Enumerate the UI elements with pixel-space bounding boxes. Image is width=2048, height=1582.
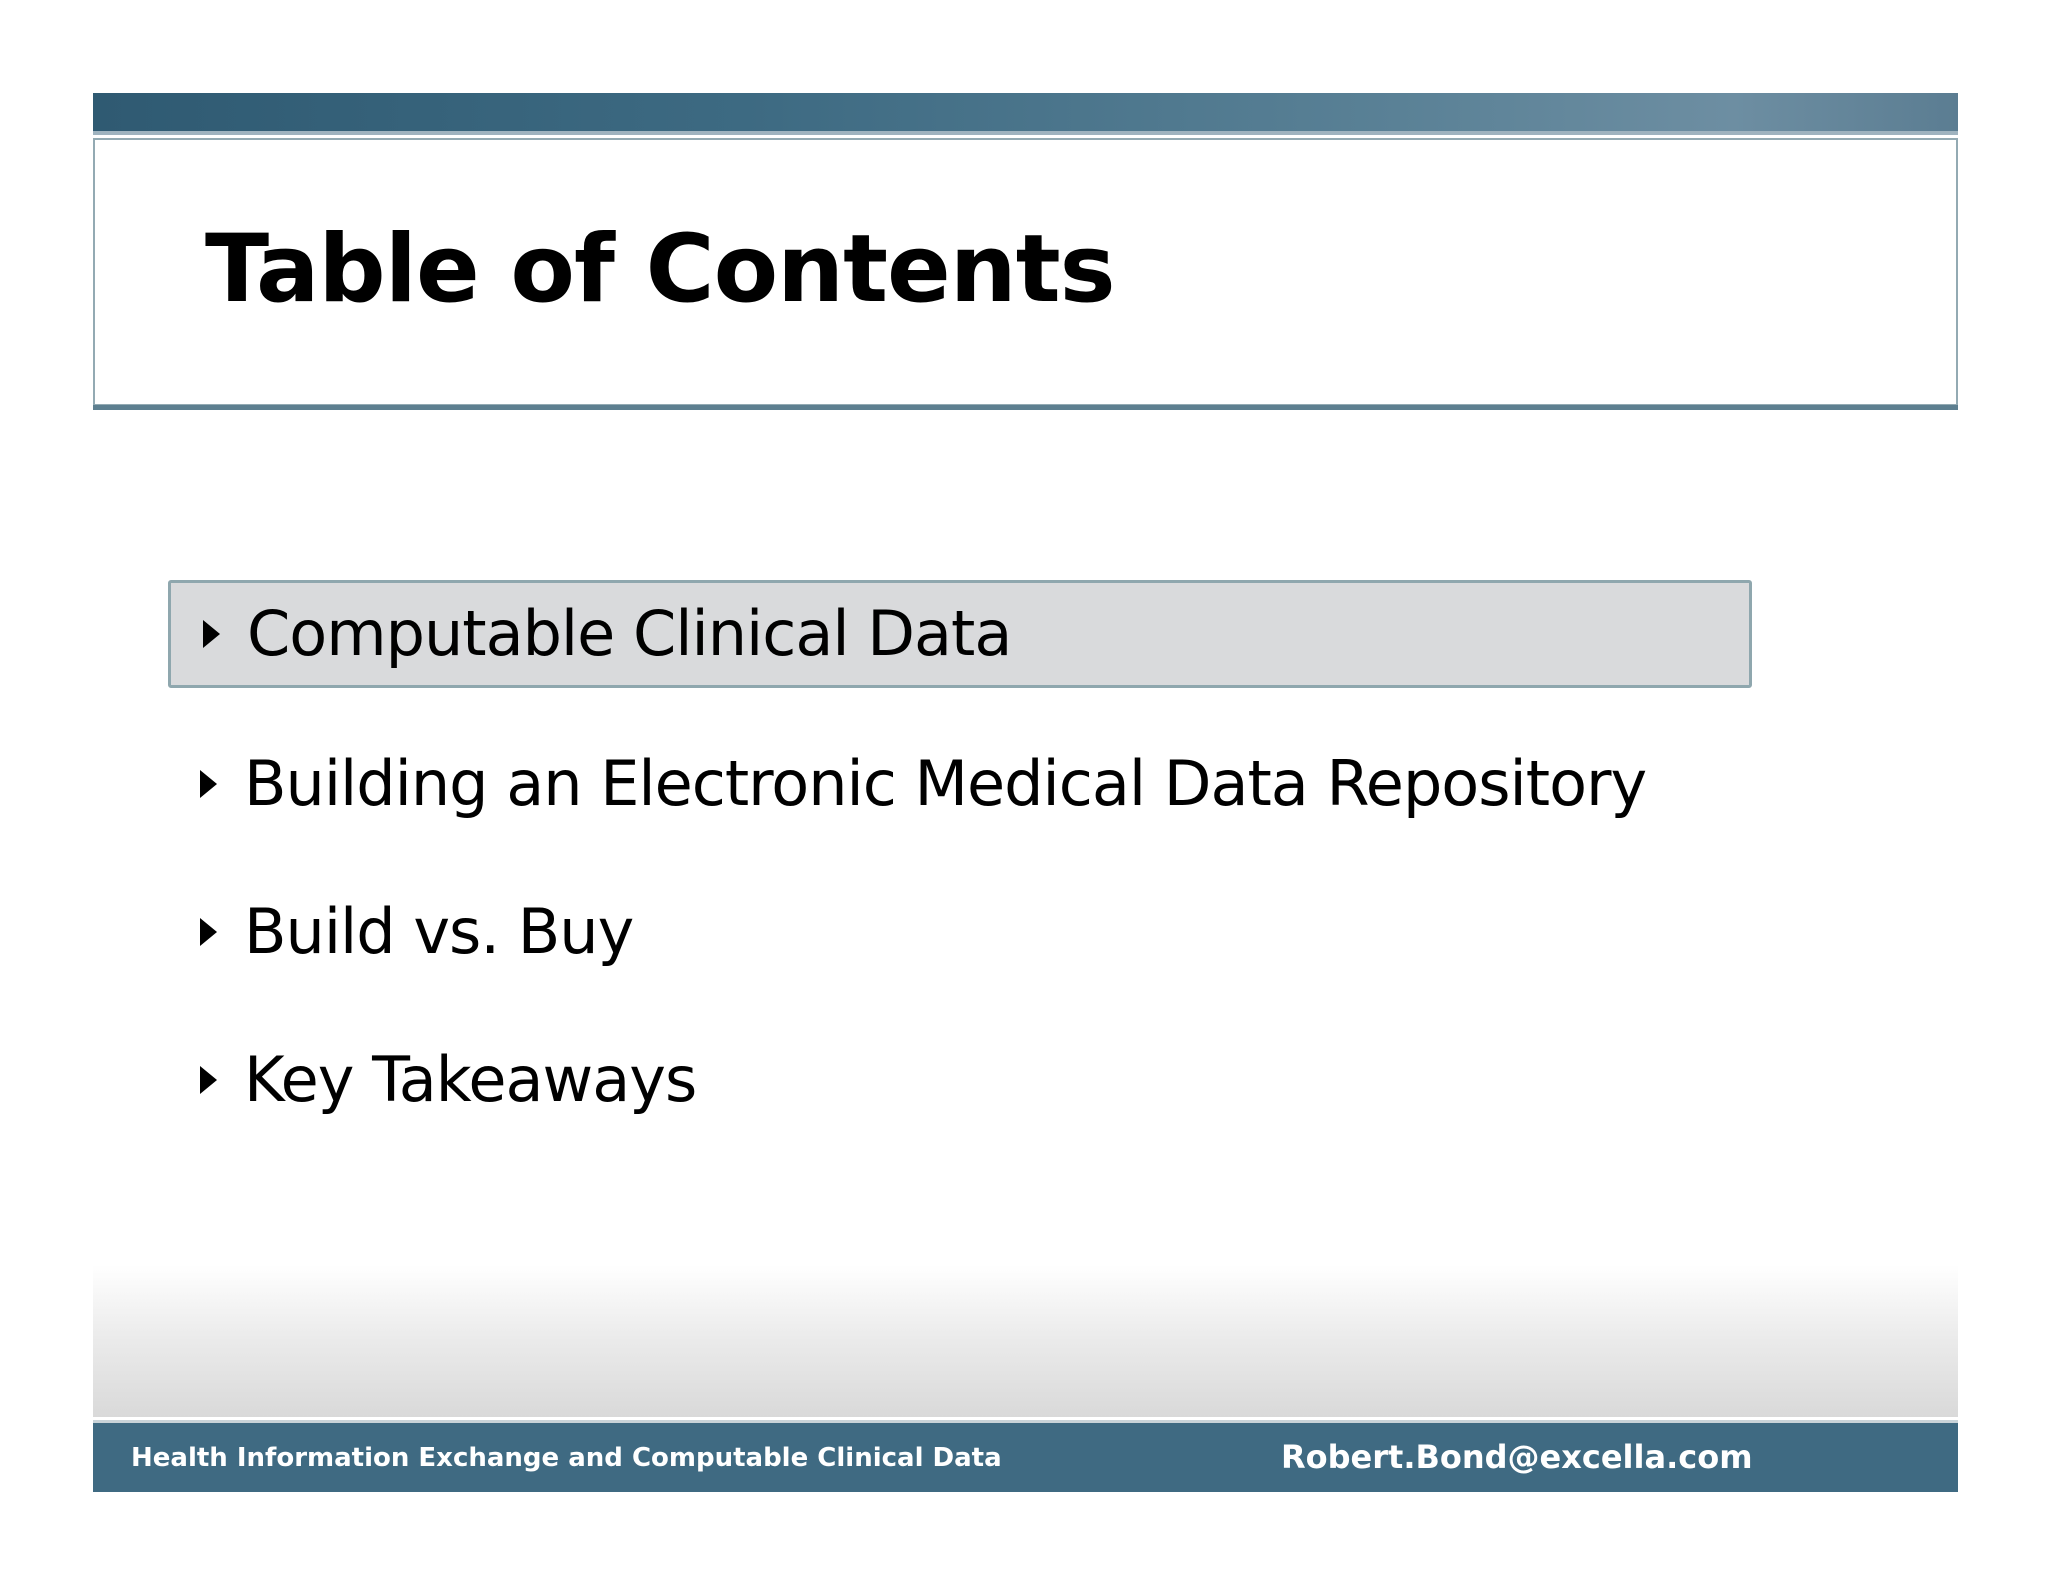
toc-item-computable-clinical-data[interactable] <box>168 580 1752 688</box>
triangle-bullet-icon <box>200 918 217 946</box>
footer-bar <box>93 1420 1958 1492</box>
slide-title: Table of Contents <box>205 215 1115 324</box>
toc-item-build-vs-buy[interactable] <box>168 878 1752 986</box>
footer-presentation-title: Health Information Exchange and Computable Clinical Data <box>131 1443 1002 1473</box>
triangle-bullet-icon <box>203 620 220 648</box>
toc-item-label: Building an Electronic Medical Data Repository <box>244 747 1647 820</box>
title-underline <box>93 405 1958 410</box>
header-bar <box>93 93 1958 131</box>
triangle-bullet-icon <box>200 770 217 798</box>
toc-item-label: Computable Clinical Data <box>247 597 1012 670</box>
toc-item-building-repository[interactable] <box>168 730 1752 838</box>
toc-item-label: Build vs. Buy <box>244 895 634 968</box>
footer-email: Robert.Bond@excella.com <box>1281 1438 1753 1476</box>
toc-item-label: Key Takeaways <box>244 1043 697 1116</box>
toc-item-key-takeaways[interactable] <box>168 1026 1752 1134</box>
footer-gradient <box>93 1265 1958 1417</box>
triangle-bullet-icon <box>200 1066 217 1094</box>
